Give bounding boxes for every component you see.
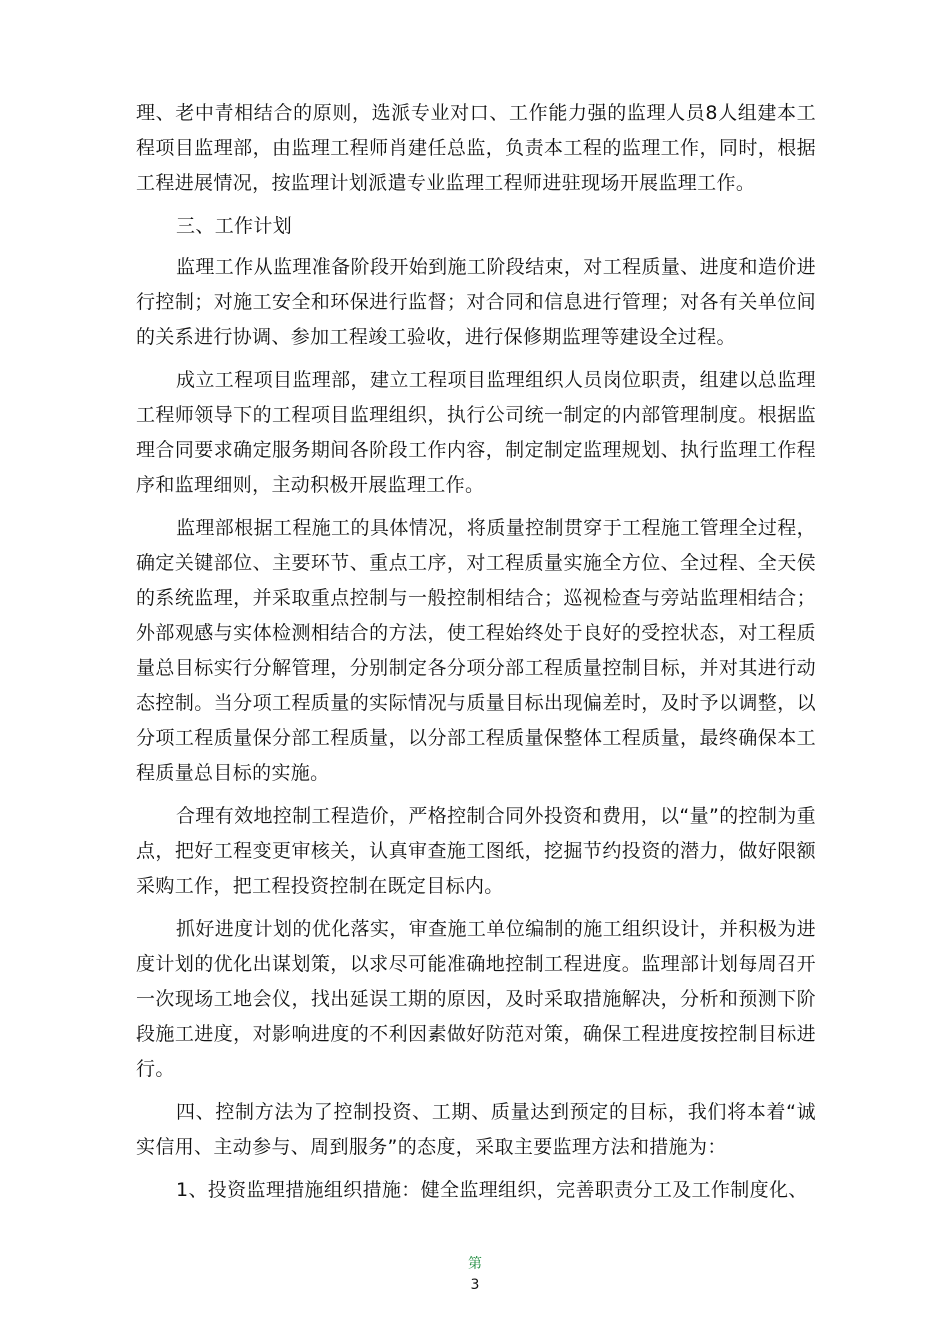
paragraph-quality-control: 监理部根据工程施工的具体情况，将质量控制贯穿于工程施工管理全过程，确定关键部位、主要环节、重点工序，对工程质量实施全方位、全过程、全天侯的系统监理，并采取重点控制与一般控制相结合；巡视检查与旁站监理相结合；外部观感与实体检测相结合的方法，使工程始终处于良好的受控状态，对工程质量总目标实行分解管理，分别制定各分项分部工程质量控制目标，并对其进行动态控制。当分项工程质量的实际情况与质量目标出现偏差时，及时予以调整，以分项工程质量保分部工程质量，以分部工程质量保整体工程质量，最终确保本工程质量总目标的实施。 bbox=[136, 517, 816, 784]
paragraph-investment-measures: 1、投资监理措施组织措施：健全监理组织，完善职责分工及工作制度化、 bbox=[176, 1179, 808, 1201]
paragraph-staffing-continued: 理、老中青相结合的原则，选派专业对口、工作能力强的监理人员8人组建本工程项目监理部，由监理工程师肖建任总监，负责本工程的监理工作，同时，根据工程进展情况，按监理计划派遣专业监理工程师进驻现场开展监理工作。 bbox=[136, 102, 816, 194]
paragraph-schedule-control: 抓好进度计划的优化落实，审查施工单位编制的施工组织设计，并积极为进度计划的优化出谋划策，以求尽可能准确地控制工程进度。监理部计划每周召开一次现场工地会仪，找出延误工期的原因，及时采取措施解决，分析和预测下阶段施工进度，对影响进度的不利因素做好防范对策，确保工程进度按控制目标进行。 bbox=[136, 918, 816, 1080]
paragraph-cost-control: 合理有效地控制工程造价，严格控制合同外投资和费用，以“量”的控制为重点，把好工程变更审核关，认真审查施工图纸，挖掘节约投资的潜力，做好限额采购工作，把工程投资控制在既定目标内。 bbox=[136, 805, 816, 897]
document-body bbox=[136, 96, 816, 1216]
paragraph-control-methods: 四、控制方法为了控制投资、工期、质量达到预定的目标，我们将本着“诚实信用、主动参与、周到服务”的态度，采取主要监理方法和措施为： bbox=[136, 1101, 816, 1158]
paragraph-organization: 成立工程项目监理部，建立工程项目监理组织人员岗位职责，组建以总监理工程师领导下的工程项目监理组织，执行公司统一制定的内部管理制度。根据监理合同要求确定服务期间各阶段工作内容，制定制定监理规划、执行监理工作程序和监理细则，主动积极开展监理工作。 bbox=[136, 369, 816, 496]
paragraph-work-scope: 监理工作从监理准备阶段开始到施工阶段结束，对工程质量、进度和造价进行控制；对施工安全和环保进行监督；对合同和信息进行管理；对各有关单位间的关系进行协调、参加工程竣工验收，进行保修期监理等建设全过程。 bbox=[136, 256, 816, 348]
footer-page-number: 3 bbox=[470, 1277, 480, 1293]
section-heading-work-plan: 三、工作计划 bbox=[176, 215, 293, 237]
footer-page-label: 第 bbox=[468, 1256, 482, 1272]
